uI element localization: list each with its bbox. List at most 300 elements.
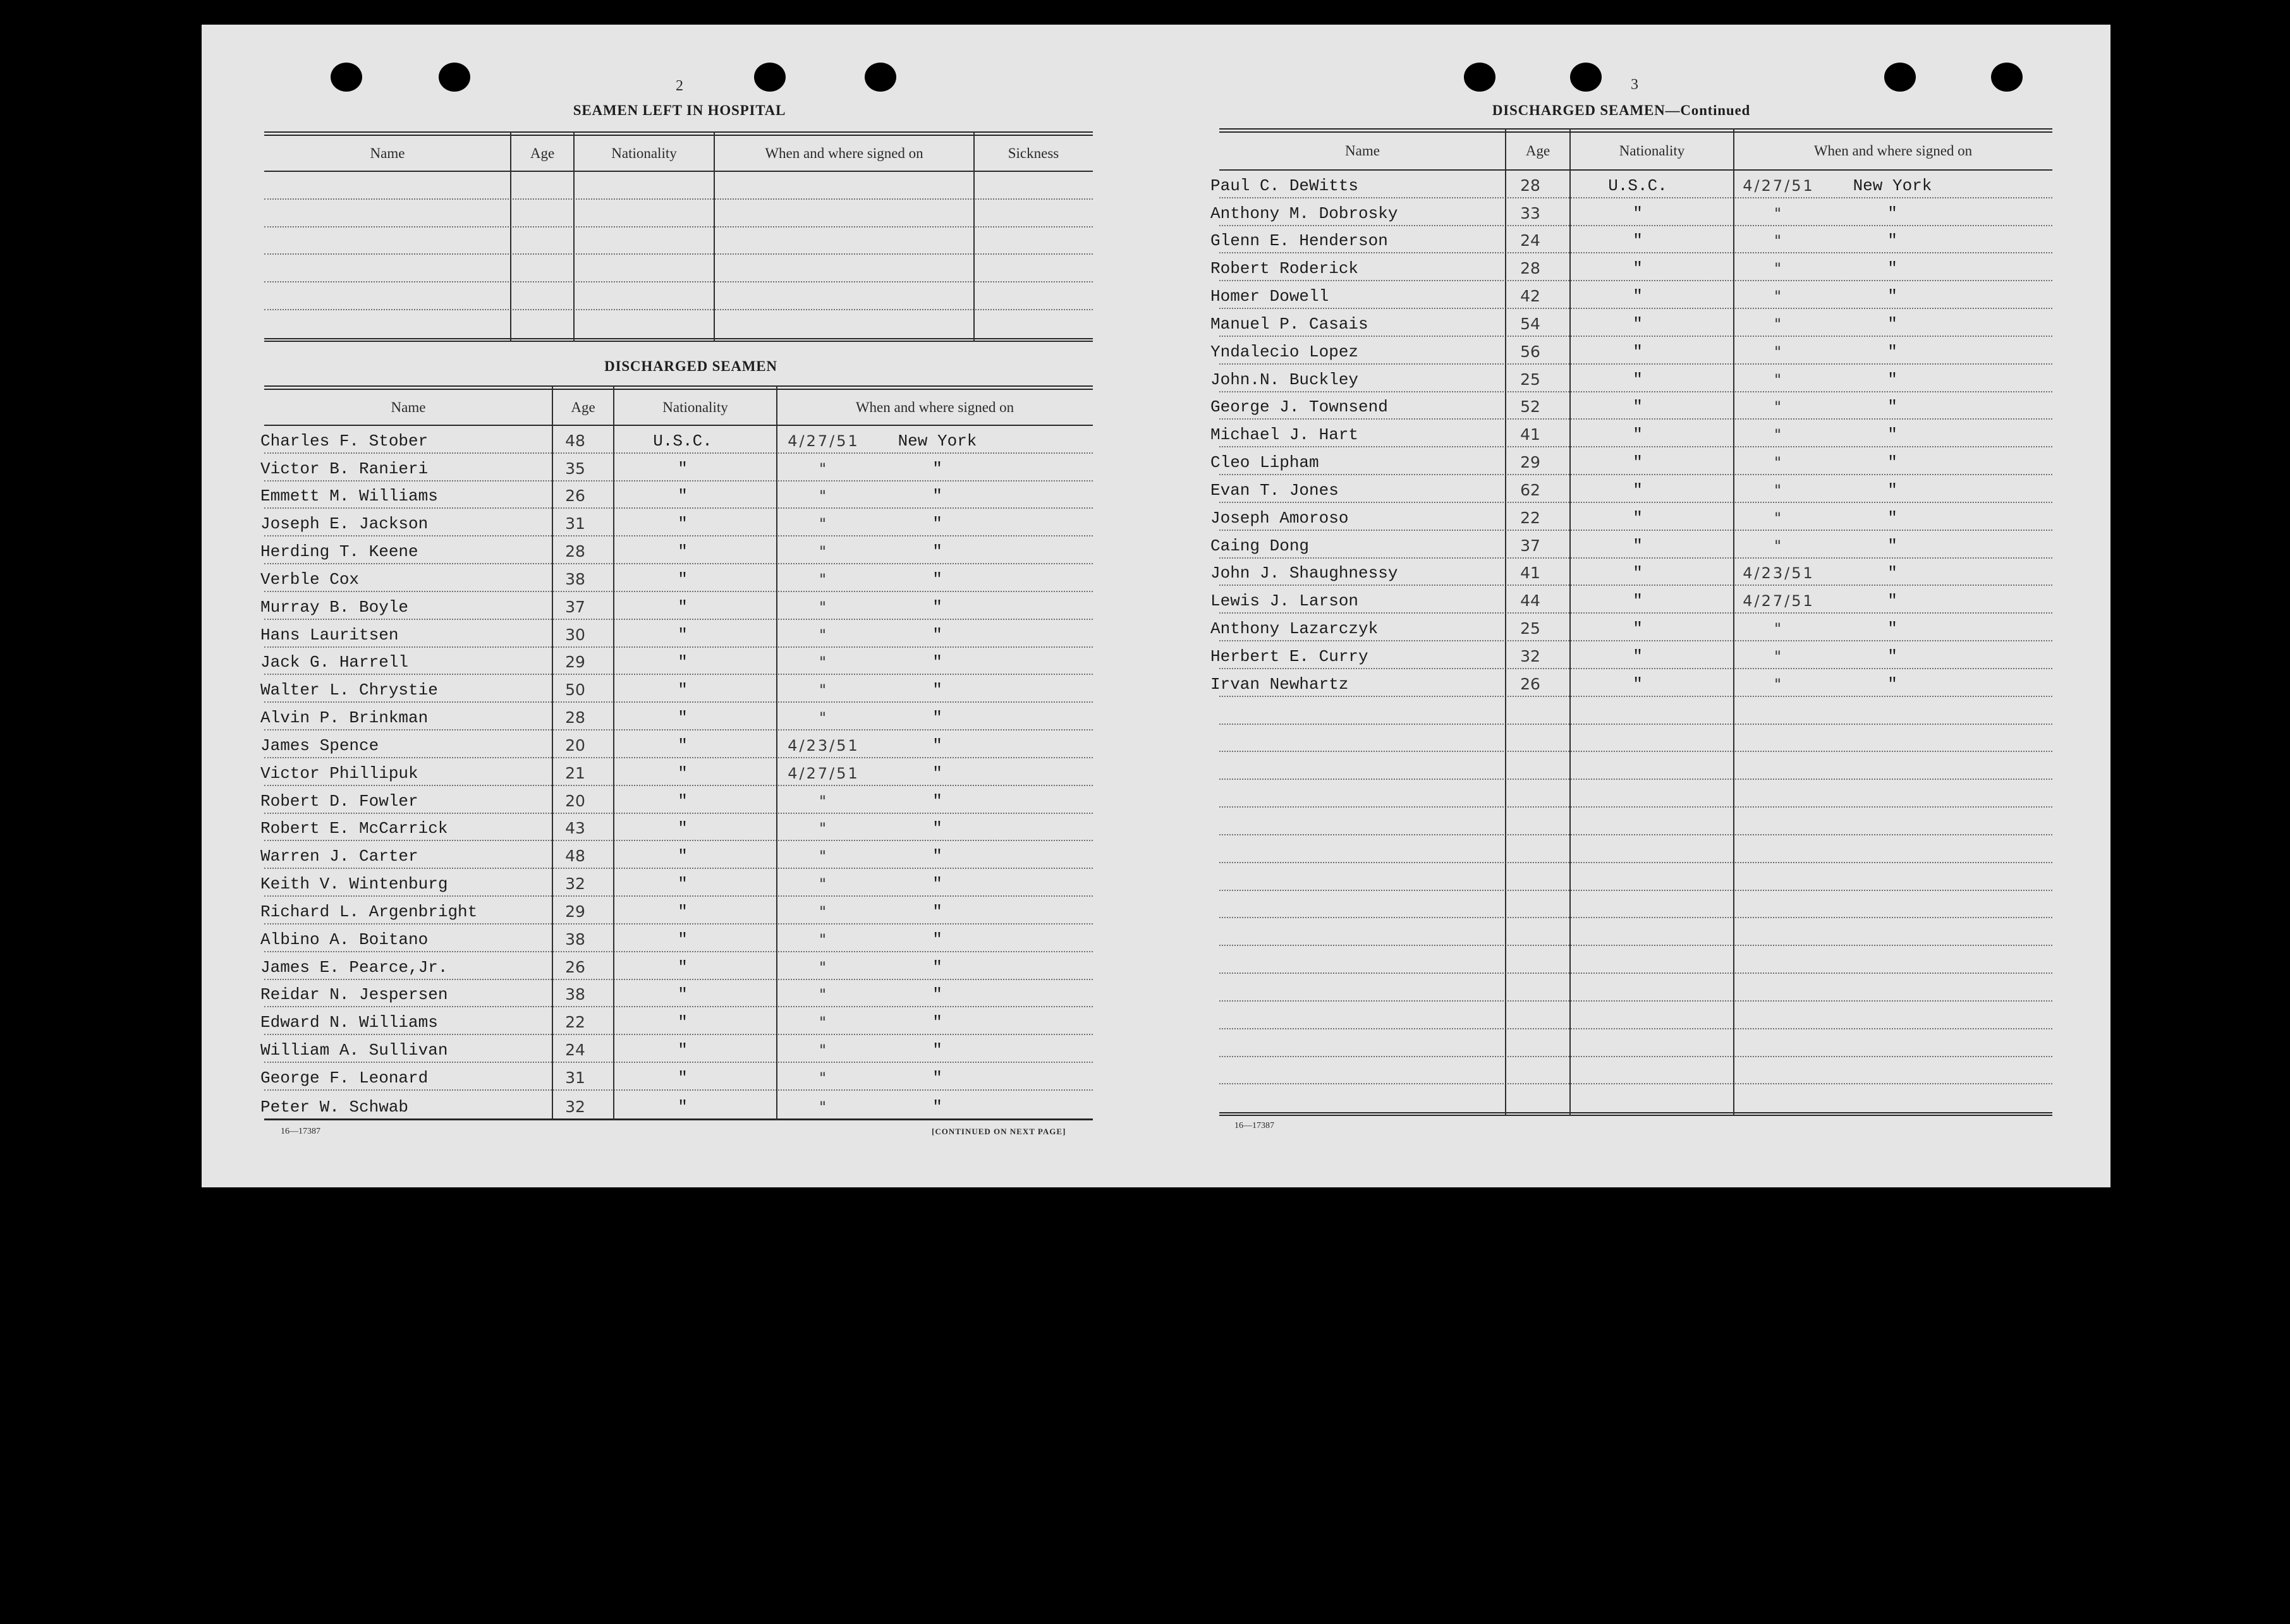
discharged-seaman-row (1219, 1002, 2052, 1029)
signed-on-place: " (932, 791, 942, 811)
seaman-nationality: " (678, 763, 688, 783)
seaman-nationality: " (678, 708, 688, 728)
seaman-age: 28 (565, 542, 585, 561)
seaman-age (1505, 1091, 1556, 1110)
seaman-name: Anthony Lazarczyk (1210, 619, 1379, 639)
hospital-row (264, 200, 1093, 227)
seaman-age: 41 (1520, 425, 1540, 444)
discharged-seaman-row (260, 869, 1093, 897)
seaman-age: 48 (565, 847, 585, 866)
seaman-name: Walter L. Chrystie (260, 681, 438, 700)
seaman-name: Verble Cox (260, 569, 360, 589)
seaman-age: 56 (1520, 342, 1540, 361)
discharged-seaman-row (1210, 392, 2052, 420)
signed-on-place (1836, 869, 1949, 888)
seaman-name: George J. Townsend (1210, 397, 1388, 417)
seaman-age: 24 (565, 1041, 585, 1060)
seaman-age: 50 (565, 681, 585, 700)
seaman-nationality: " (1633, 287, 1643, 306)
signed-on-place: " (1887, 674, 1897, 694)
seaman-nationality: " (678, 514, 688, 534)
seaman-age (1505, 813, 1556, 832)
signed-on-place: New York (1853, 176, 1932, 195)
seaman-name: Jack G. Harrell (260, 653, 409, 672)
seaman-nationality: " (678, 875, 688, 894)
discharged-seaman-row (1210, 337, 2052, 365)
discharged-seaman-row (1210, 171, 2052, 198)
seaman-name: Anthony M. Dobrosky (1210, 203, 1398, 223)
signed-on-date: " (819, 958, 829, 976)
seaman-age (1505, 730, 1556, 749)
signed-on-place: " (932, 957, 942, 977)
signed-on-date: " (819, 902, 829, 921)
signed-on-date: " (1774, 675, 1784, 693)
signed-on-place: " (932, 653, 942, 672)
signed-on-date: " (819, 930, 829, 948)
seaman-name: Warren J. Carter (260, 847, 418, 866)
seaman-age (1505, 952, 1556, 971)
column-rule (510, 131, 511, 342)
seaman-nationality (1587, 758, 1688, 777)
seaman-age: 32 (565, 1097, 585, 1116)
seaman-nationality: " (1633, 508, 1643, 528)
seaman-nationality (1587, 703, 1688, 722)
discharged-seaman-row (260, 675, 1093, 703)
discharged-seaman-row (1210, 669, 2052, 697)
discharged-seaman-row (1210, 253, 2052, 281)
signed-on-date: " (819, 709, 829, 727)
discharged-seaman-row (1210, 586, 2052, 614)
signed-on-place: " (1887, 591, 1897, 611)
signed-on-date: 4/23/51 (788, 736, 860, 754)
header-nationality: Nationality (662, 399, 728, 415)
seaman-age: 54 (1520, 314, 1540, 333)
seaman-name: Victor Phillipuk (260, 763, 418, 783)
signed-on-date: " (1774, 260, 1784, 278)
discharged-seaman-row (1219, 946, 2052, 974)
signed-on-date: 4/27/51 (788, 764, 860, 782)
signed-on-date: " (819, 598, 829, 616)
signed-on-date: 4/27/51 (1743, 592, 1815, 610)
column-rule (973, 131, 975, 342)
seaman-nationality (1587, 813, 1688, 832)
discharged-seaman-row (260, 730, 1093, 758)
seaman-age: 26 (565, 487, 585, 506)
seaman-nationality (1587, 785, 1688, 804)
seaman-age (1505, 1035, 1556, 1054)
seaman-age: 38 (565, 985, 585, 1004)
hospital-row (264, 255, 1093, 282)
seaman-name: George F. Leonard (260, 1068, 429, 1088)
signed-on-date: " (819, 875, 829, 894)
discharged-seamen-continued-table (1210, 128, 2052, 1116)
seaman-age: 38 (565, 930, 585, 948)
discharged-seaman-row (260, 648, 1093, 676)
seaman-name: Emmett M. Williams (260, 487, 438, 506)
seaman-age (1505, 979, 1556, 998)
seaman-age: 37 (1520, 536, 1540, 555)
seaman-name: Robert Roderick (1210, 259, 1359, 279)
signed-on-date: " (1774, 232, 1784, 250)
signed-on-date: " (819, 986, 829, 1004)
punch-hole (865, 63, 896, 92)
seaman-nationality: " (1633, 591, 1643, 611)
seaman-nationality: " (1633, 619, 1643, 639)
signed-on-date: " (819, 515, 829, 533)
header-name: Name (391, 399, 426, 415)
discharged-seaman-row (260, 592, 1093, 620)
seaman-age: 29 (565, 902, 585, 921)
seaman-name: Robert E. McCarrick (260, 819, 448, 839)
seaman-nationality: " (678, 791, 688, 811)
seaman-nationality: " (678, 459, 688, 478)
signed-on-place: " (1887, 203, 1897, 223)
seaman-name: Reidar N. Jespersen (260, 985, 448, 1005)
seaman-age: 26 (1520, 674, 1540, 693)
seaman-name: Herding T. Keene (260, 542, 418, 562)
seaman-name: Murray B. Boyle (260, 597, 409, 617)
seaman-nationality: " (678, 569, 688, 589)
seaman-age: 31 (565, 514, 585, 533)
discharged-seaman-row (1210, 309, 2052, 337)
seaman-nationality: U.S.C. (653, 431, 712, 451)
seaman-nationality: " (678, 736, 688, 755)
hospital-table (264, 131, 1093, 342)
discharged-seaman-row (260, 980, 1093, 1008)
seaman-age (1505, 1062, 1556, 1081)
punch-hole (754, 63, 786, 92)
form-number: 16—17387 (281, 1127, 320, 1136)
discharged-seaman-row (1219, 697, 2052, 725)
seaman-age: 32 (1520, 646, 1540, 665)
seaman-age (1505, 896, 1556, 915)
signed-on-date: " (819, 459, 829, 478)
discharged-seaman-row (260, 1091, 1093, 1118)
seaman-name: Joseph E. Jackson (260, 514, 429, 534)
discharged-seaman-row (1219, 974, 2052, 1002)
seaman-age: 20 (565, 736, 585, 754)
discharged-seaman-row (260, 952, 1093, 980)
seaman-name: Peter W. Schwab (260, 1097, 409, 1117)
discharged-seaman-row (260, 1007, 1093, 1035)
seaman-name: James E. Pearce,Jr. (260, 957, 448, 977)
seaman-name: Joseph Amoroso (1210, 508, 1349, 528)
seaman-name: Caing Dong (1210, 536, 1310, 555)
seaman-name: Manuel P. Casais (1210, 314, 1368, 334)
signed-on-place: " (932, 625, 942, 645)
signed-on-date: " (1774, 370, 1784, 389)
signed-on-place: " (932, 902, 942, 921)
discharged-section-title: DISCHARGED SEAMEN (604, 358, 777, 374)
seaman-name: Keith V. Wintenburg (260, 875, 448, 894)
seaman-nationality: " (678, 625, 688, 645)
signed-on-place: " (1887, 370, 1897, 389)
signed-on-date: " (819, 626, 829, 644)
discharged-seamen-table (260, 385, 1093, 1120)
hospital-row (264, 282, 1093, 310)
seaman-nationality: " (678, 653, 688, 672)
signed-on-date (1739, 730, 1818, 749)
signed-on-date: " (819, 487, 829, 506)
signed-on-place: " (1887, 231, 1897, 251)
signed-on-date: " (1774, 204, 1784, 222)
seaman-nationality: " (678, 930, 688, 949)
seaman-nationality: " (1633, 231, 1643, 251)
seaman-age: 24 (1520, 231, 1540, 250)
seaman-nationality (1587, 1091, 1688, 1110)
seaman-nationality: " (1633, 314, 1643, 334)
seaman-nationality: " (678, 1068, 688, 1088)
seaman-nationality (1587, 1062, 1688, 1081)
seaman-name: Evan T. Jones (1210, 480, 1339, 500)
seaman-name: Charles F. Stober (260, 431, 429, 451)
signed-on-date: " (819, 1014, 829, 1032)
signed-on-date: " (1774, 536, 1784, 555)
discharged-seaman-row (1210, 475, 2052, 503)
column-rule (1505, 128, 1506, 1116)
signed-on-place: " (1887, 619, 1897, 639)
header-name: Name (370, 145, 405, 161)
seaman-nationality: " (678, 819, 688, 839)
column-rule (714, 131, 715, 342)
discharged-seaman-row (1219, 1057, 2052, 1085)
seaman-age: 28 (1520, 176, 1540, 195)
seaman-nationality: " (678, 1097, 688, 1117)
punch-hole (1884, 63, 1916, 92)
discharged-seaman-row (260, 482, 1093, 509)
discharged-seaman-row (1219, 918, 2052, 946)
seaman-name: Yndalecio Lopez (1210, 342, 1359, 361)
seaman-nationality: " (1633, 370, 1643, 389)
column-rule (1569, 128, 1571, 1116)
seaman-age: 35 (565, 459, 585, 478)
signed-on-date: 4/27/51 (1743, 176, 1815, 195)
seaman-nationality: " (1633, 342, 1643, 361)
hospital-row (264, 172, 1093, 200)
signed-on-date (1739, 896, 1818, 915)
seaman-nationality (1587, 924, 1688, 943)
signed-on-date: " (1774, 620, 1784, 638)
signed-on-place (1836, 1007, 1949, 1026)
signed-on-date: 4/27/51 (788, 432, 860, 450)
hospital-row (264, 227, 1093, 255)
seaman-age: 52 (1520, 397, 1540, 416)
signed-on-place: " (932, 847, 942, 866)
seaman-name: Cleo Lipham (1210, 453, 1319, 473)
discharged-seaman-row (260, 620, 1093, 648)
discharged-seaman-row (260, 924, 1093, 952)
discharged-seaman-row (1219, 1029, 2052, 1057)
table-header (264, 136, 1093, 172)
signed-on-date: " (819, 1098, 829, 1116)
seaman-nationality: U.S.C. (1608, 176, 1667, 195)
column-rule (1733, 128, 1734, 1116)
seaman-age: 37 (565, 597, 585, 616)
seaman-nationality: " (1633, 674, 1643, 694)
discharged-seaman-row (1210, 614, 2052, 641)
signed-on-place: " (932, 681, 942, 700)
signed-on-place: " (1887, 508, 1897, 528)
discharged-seaman-row (260, 509, 1093, 536)
signed-on-place: " (932, 763, 942, 783)
discharged-seaman-row (260, 536, 1093, 564)
seaman-nationality: " (678, 847, 688, 866)
seaman-nationality: " (678, 487, 688, 506)
header-age: Age (530, 145, 555, 161)
seaman-age: 22 (565, 1013, 585, 1032)
seaman-name: Richard L. Argenbright (260, 902, 478, 921)
seaman-nationality: " (678, 542, 688, 562)
discharged-continued-title: DISCHARGED SEAMEN—Continued (1492, 102, 1751, 118)
seaman-nationality: " (1633, 646, 1643, 666)
signed-on-place (1836, 1035, 1949, 1054)
page-number: 3 (1631, 76, 1638, 93)
signed-on-place: " (1887, 259, 1897, 279)
signed-on-date (1739, 952, 1818, 971)
seaman-age: 62 (1520, 480, 1540, 499)
header-name: Name (1345, 143, 1380, 159)
punch-hole (439, 63, 470, 92)
signed-on-date: " (1774, 481, 1784, 499)
seaman-nationality (1587, 869, 1688, 888)
signed-on-place: " (932, 985, 942, 1005)
seaman-nationality: " (1633, 397, 1643, 417)
punch-hole (331, 63, 362, 92)
signed-on-place (1836, 730, 1949, 749)
seaman-age: 29 (565, 653, 585, 672)
seaman-name: Homer Dowell (1210, 287, 1329, 306)
seaman-nationality: " (1633, 564, 1643, 583)
signed-on-place: " (1887, 314, 1897, 334)
discharged-seaman-row (260, 758, 1093, 786)
seaman-name: Victor B. Ranieri (260, 459, 429, 478)
signed-on-date (1739, 924, 1818, 943)
seaman-nationality: " (678, 985, 688, 1005)
seaman-age: 21 (565, 763, 585, 782)
seaman-nationality: " (1633, 453, 1643, 473)
seaman-name: John.N. Buckley (1210, 370, 1359, 389)
seaman-name: James Spence (260, 736, 379, 755)
signed-on-place (1836, 785, 1949, 804)
discharged-seaman-row (260, 426, 1093, 454)
signed-on-place: " (932, 542, 942, 562)
signed-on-date: " (819, 792, 829, 810)
punch-hole (1991, 63, 2023, 92)
discharged-seaman-row (260, 841, 1093, 869)
signed-on-date: " (1774, 288, 1784, 306)
signed-on-date: " (1774, 509, 1784, 527)
signed-on-place (1836, 952, 1949, 971)
seaman-age: 43 (565, 819, 585, 838)
signed-on-date: " (819, 653, 829, 672)
signed-on-place: " (1887, 287, 1897, 306)
signed-on-place: New York (898, 431, 977, 451)
column-rule (613, 385, 614, 1120)
discharged-seaman-row (1210, 365, 2052, 392)
seaman-name: Robert D. Fowler (260, 791, 418, 811)
seaman-name: Albino A. Boitano (260, 930, 429, 949)
header-signed-on: When and where signed on (765, 145, 923, 161)
signed-on-place: " (932, 459, 942, 478)
seaman-age: 38 (565, 569, 585, 588)
signed-on-place (1836, 896, 1949, 915)
seaman-age: 30 (565, 625, 585, 644)
seaman-age (1505, 841, 1556, 860)
discharged-seaman-row (1219, 725, 2052, 753)
discharged-seaman-row (260, 1063, 1093, 1091)
discharged-seaman-row (260, 786, 1093, 814)
seaman-name: John J. Shaughnessy (1210, 564, 1398, 583)
seaman-name: Herbert E. Curry (1210, 646, 1368, 666)
seaman-name: Alvin P. Brinkman (260, 708, 429, 728)
signed-on-place (1836, 841, 1949, 860)
discharged-seaman-row (1210, 531, 2052, 559)
header-signed-on: When and where signed on (1813, 143, 1973, 159)
signed-on-date (1739, 758, 1818, 777)
signed-on-date (1739, 785, 1818, 804)
table-body (1210, 171, 2052, 1116)
signed-on-date: " (1774, 398, 1784, 416)
signed-on-date: " (1774, 342, 1784, 361)
signed-on-date: " (819, 1069, 829, 1087)
signed-on-place: " (932, 1068, 942, 1088)
punch-hole (1570, 63, 1602, 92)
seaman-nationality: " (1633, 259, 1643, 279)
signed-on-place: " (932, 930, 942, 949)
discharged-seaman-row (260, 564, 1093, 592)
discharged-seaman-row (260, 897, 1093, 924)
seaman-age: 25 (1520, 370, 1540, 389)
seaman-name: Michael J. Hart (1210, 425, 1359, 445)
signed-on-place: " (932, 487, 942, 506)
seaman-nationality: " (1633, 425, 1643, 445)
seaman-nationality: " (678, 902, 688, 921)
signed-on-place: " (932, 514, 942, 534)
seaman-age: 22 (1520, 508, 1540, 527)
signed-on-place: " (1887, 397, 1897, 417)
header-signed-on: When and where signed on (855, 399, 1014, 415)
signed-on-date: " (1774, 426, 1784, 444)
discharged-seaman-row (1219, 891, 2052, 919)
signed-on-date: " (819, 1041, 829, 1060)
signed-on-place: " (1887, 425, 1897, 445)
discharged-seaman-row (1219, 863, 2052, 891)
seaman-age: 41 (1520, 564, 1540, 583)
seaman-name: Irvan Newhartz (1210, 674, 1349, 694)
seaman-age: 42 (1520, 287, 1540, 306)
signed-on-date (1739, 841, 1818, 860)
seaman-nationality (1587, 1035, 1688, 1054)
seaman-name: Paul C. DeWitts (1210, 176, 1359, 195)
header-nationality: Nationality (611, 145, 677, 161)
seaman-nationality: " (678, 597, 688, 617)
seaman-age (1505, 869, 1556, 888)
header-nationality: Nationality (1619, 143, 1685, 159)
seaman-age: 44 (1520, 591, 1540, 610)
signed-on-date: " (1774, 454, 1784, 472)
signed-on-date: " (1774, 647, 1784, 665)
signed-on-place: " (932, 1041, 942, 1060)
discharged-seaman-row (1210, 447, 2052, 475)
seaman-age (1505, 924, 1556, 943)
discharged-seaman-row (260, 703, 1093, 730)
signed-on-place: " (1887, 480, 1897, 500)
seaman-nationality (1587, 896, 1688, 915)
discharged-seaman-row (1210, 641, 2052, 669)
seaman-age: 26 (565, 957, 585, 976)
discharged-seaman-row (260, 454, 1093, 482)
signed-on-date: " (819, 847, 829, 866)
